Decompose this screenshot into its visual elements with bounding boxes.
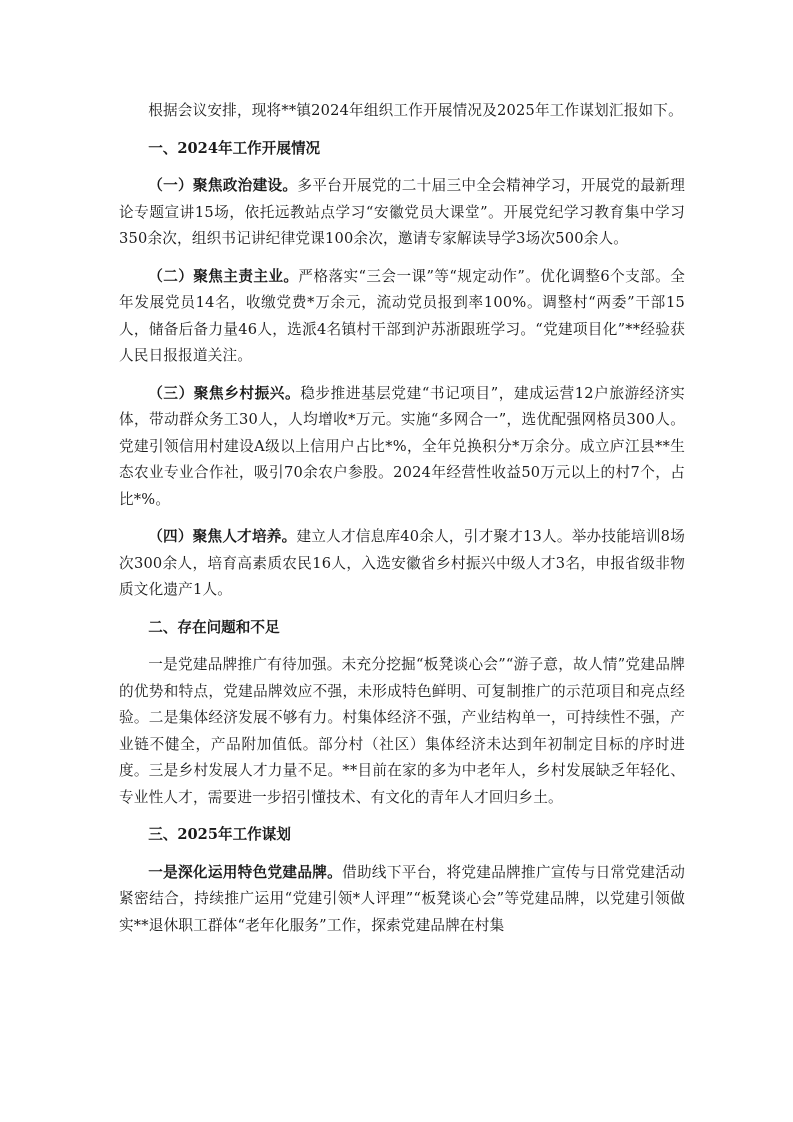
paragraph-talent-training <box>119 524 685 604</box>
paragraph-body: 建立人才信息库40余人，引才聚才13人。举办技能培训8场次300余人，培育高素质农民16人，入选安徽省乡村振兴中级人才3名，申报省级非物质文化遗产1人。 <box>119 528 685 598</box>
paragraph-body: 多平台开展党的二十届三中全会精神学习，开展党的最新理论专题宣讲15场，依托远教站点学习“安徽党员大课堂”。开展党纪学习教育集中学习350余次，组织书记讲纪律党课100余次，邀请专家解读导学3场次500余人。 <box>119 177 685 247</box>
paragraph-lead: （一）聚焦政治建设。 <box>148 177 298 194</box>
intro-paragraph: 根据会议安排，现将**镇2024年组织工作开展情况及2025年工作谋划汇报如下。 <box>148 102 683 119</box>
document-page <box>119 98 685 950</box>
paragraph-main-responsibility <box>119 264 685 370</box>
paragraph-lead: （四）聚焦人才培养。 <box>148 528 297 545</box>
paragraph-lead: （二）聚焦主责主业。 <box>148 267 299 285</box>
paragraph-rural-revitalization <box>119 381 685 514</box>
section-heading-problems: 二、存在问题和不足 <box>148 618 280 636</box>
paragraph-body: 稳步推进基层党建“书记项目”，建成运营12户旅游经济实体，带动群众务工30人，人均增收*万元。实施“多网合一”，选优配强网格员300人。党建引领信用村建设A级以上信用户占比*%，全年兑换积分*万余分。成立庐江县**生态农业专业合作社，吸引70余农户参股。2024年经营性收益50万元以上的村7个，占比*%。 <box>119 384 685 508</box>
paragraph-lead: 一是深化运用特色党建品牌。 <box>148 863 343 881</box>
section-heading-2025-plan: 三、2025年工作谋划 <box>148 826 291 843</box>
paragraph-body: 严格落实“三会一课”等“规定动作”。优化调整6个支部。全年发展党员14名，收缴党费*万余元，流动党员报到率100%。调整村“两委”干部15人，储备后备力量46人，选派4名镇村干部到沪苏浙跟班学习。“党建项目化”**经验获人民日报报道关注。 <box>119 267 685 364</box>
section-heading-2024-work: 一、2024年工作开展情况 <box>148 139 321 157</box>
paragraph-political-construction <box>119 173 685 253</box>
paragraph-lead: （三）聚焦乡村振兴。 <box>148 384 301 402</box>
paragraph-body: 借助线下平台，将党建品牌推广宣传与日常党建活动紧密结合，持续推广运用“党建引领*人评理”“板凳谈心会”等党建品牌，以党建引领做实**退休职工群体“老年化服务”工作，探索党建品牌在村集 <box>119 863 685 934</box>
paragraph-party-brand <box>119 860 685 940</box>
paragraph-problems: 一是党建品牌推广有待加强。未充分挖掘“板凳谈心会”“游子意，故人情”党建品牌的优势和特点，党建品牌效应不强，未形成特色鲜明、可复制推广的示范项目和亮点经验。二是集体经济发展不够有力。村集体经济不强，产业结构单一，可持续性不强，产业链不健全，产品附加值低。部分村（社区）集体经济未达到年初制定目标的序时进度。三是乡村发展人才力量不足。**目前在家的多为中老年人，乡村发展缺乏年轻化、专业性人才，需要进一步招引懂技术、有文化的青年人才回归乡土。 <box>119 656 685 806</box>
